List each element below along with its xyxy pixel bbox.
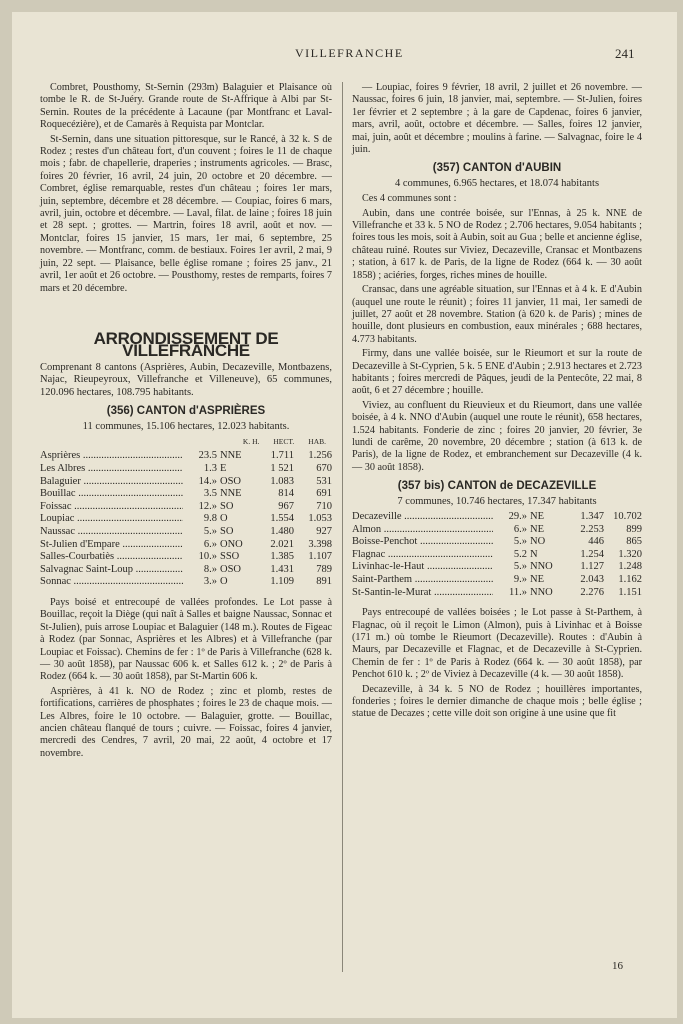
cell-hab: 865 [626, 536, 642, 548]
cell-dir: NNO [530, 561, 553, 573]
cell-hab: 1.320 [618, 548, 642, 560]
table-row [40, 488, 332, 501]
cell-hect: 1.254 [580, 548, 604, 560]
cell-km: 5.» [513, 536, 527, 548]
cell-name: Foissac ..... [40, 501, 183, 514]
cell-km: 5.» [203, 526, 217, 537]
arrondissement-heading: ARRONDISSEMENT DE VILLEFRANCHE [93, 328, 279, 361]
cell-hab: 531 [316, 475, 332, 487]
cell-dir: NE [530, 523, 544, 535]
cell-name: Boisse-Penchot ..... [352, 536, 493, 549]
table-row [40, 450, 332, 463]
cell-km: 23.5 [198, 450, 217, 462]
running-header [12, 46, 677, 66]
cell-hect: 446 [588, 536, 604, 548]
table-column-headers [40, 436, 332, 448]
table-row [40, 476, 332, 489]
cell-km: 9.» [513, 573, 527, 585]
commune-table [40, 450, 332, 589]
cell-name: Loupiac ..... [40, 513, 183, 526]
canton-summary: 7 communes, 10.746 hectares, 17.347 habitants [397, 495, 597, 507]
cell-name: Les Albres ..... [40, 463, 183, 476]
cell-name: Almon ..... [352, 524, 493, 537]
canton-heading: (357 bis) CANTON de DECAZEVILLE [397, 480, 597, 493]
cell-dir: NNE [220, 450, 242, 462]
right-column [352, 82, 642, 723]
table-row [352, 587, 642, 600]
table-row [40, 501, 332, 514]
cell-km: 5.» [513, 561, 527, 573]
paragraph: Firmy, dans une vallée boisée, sur le Rieumort et sur la route de Decazeville à St-Cyprien, 5 k. 5 ENE d'Aubin ; 2.913 hectares et 2.723 habitants ; foires mercredi de Pâques, jeudi de la Pentecôte, 22 mai, 8 août, 6 et 27 décembre ; houille. [352, 348, 642, 397]
table-row [40, 539, 332, 552]
header-title: VILLEFRANCHE [295, 46, 404, 60]
cell-dir: E [220, 463, 227, 475]
cell-hab: 3.398 [308, 538, 332, 550]
cell-hect: 814 [278, 488, 294, 500]
cell-km: 11.» [509, 586, 527, 598]
paragraph: Cransac, dans une agréable situation, sur l'Ennas et à 4 k. E d'Aubin (auquel une route le réunit) ; foires 11 janvier, 11 mai, 1er samedi de juillet, 27 août et 28 novembre. Station (à 620 k. de Paris) ; mines de houille, dont plusieurs en combustion, eaux minérales ; 688 hectares, 4.773 habitants. [352, 284, 642, 345]
cell-km: 10.» [198, 551, 217, 563]
table-row [352, 524, 642, 537]
cell-hect: 1.711 [270, 450, 294, 462]
cell-km: 3.5 [203, 488, 217, 500]
cell-name: Sonnac ..... [40, 576, 183, 589]
cell-dir: N [530, 548, 538, 560]
table-row [40, 526, 332, 539]
column-divider [342, 82, 343, 972]
cell-km: 1.3 [203, 463, 217, 475]
cell-hab: 1.256 [308, 450, 332, 462]
table-row [40, 513, 332, 526]
canton-heading: (357) CANTON d'AUBIN [432, 162, 562, 175]
table-row [40, 576, 332, 589]
cell-hab: 899 [626, 523, 642, 535]
cell-name: Salvagnac Saint-Loup ..... [40, 564, 183, 577]
cell-hab: 1.151 [618, 586, 642, 598]
col-hect: HECT. [273, 437, 295, 447]
commune-table [352, 511, 642, 599]
cell-hab: 10.702 [613, 511, 642, 522]
cell-hect: 1.431 [270, 563, 294, 575]
cell-name: Bouillac ..... [40, 488, 183, 501]
table-row [40, 551, 332, 564]
cell-hect: 1.480 [270, 526, 294, 537]
cell-name: Asprières ..... [40, 450, 183, 463]
table-row [40, 463, 332, 476]
cell-hect: 1.109 [270, 576, 294, 588]
table-row [352, 574, 642, 587]
col-hab: HAB. [308, 437, 326, 447]
table-row [40, 564, 332, 577]
cell-hect: 1.127 [580, 561, 604, 573]
cell-dir: O [220, 513, 228, 525]
left-column [40, 82, 332, 762]
table-row [352, 536, 642, 549]
cell-hab: 789 [316, 563, 332, 575]
table-row [352, 561, 642, 574]
cell-hab: 1.162 [618, 573, 642, 585]
cell-km: 6.» [203, 538, 217, 550]
cell-dir: SO [220, 526, 234, 537]
cell-hect: 2.043 [580, 573, 604, 585]
paragraph: Pays boisé et entrecoupé de vallées profondes. Le Lot passe à Bouillac, reçoit la Diège (qui naît à Salles et baigne Naussac, Sonnac et St-Julien), puis arrose Loupiac et Balaguier (148 m.). Routes de Figeac à Rodez (par Sonnac, Asprières et les Albres) et à Villefranche (par Loupiac et Foissac). Chemins de fer : 1º de Paris à Villefranche (628 k. — 30 août 1858), par Naussac 606 k. et Salles 612 k. ; 2º de Paris à Rodez (664 k. — 30 août 1858), par St-Martin 606 k. [40, 596, 332, 683]
cell-hab: 891 [316, 576, 332, 588]
cell-hab: 670 [316, 463, 332, 475]
cell-name: Livinhac-le-Haut ..... [352, 561, 493, 574]
cell-dir: NNE [220, 488, 242, 500]
cell-dir: NE [530, 573, 544, 585]
cell-km: 29.» [508, 511, 527, 522]
canton-heading: (356) CANTON d'ASPRIÈRES [106, 405, 266, 418]
cell-name: St-Julien d'Empare ..... [40, 539, 183, 552]
cell-dir: NNO [530, 586, 553, 598]
book-page [12, 12, 677, 1018]
cell-hect: 967 [278, 500, 294, 512]
cell-hect: 1.083 [270, 475, 294, 487]
paragraph: Combret, Pousthomy, St-Sernin (293m) Balaguier et Plaisance où tombe le R. de St-Juéry. Grande route de St-Affrique à Albi par St-Sernin. Routes de la précédente à Lacaune (par Montfranc et Laval-Roquecézière), et de Camarès à Requista par Montclar. [40, 82, 332, 131]
canton-summary: 4 communes, 6.965 hectares, et 18.074 habitants [394, 177, 600, 189]
cell-name: Flagnac ..... [352, 549, 493, 562]
table-row [352, 511, 642, 524]
paragraph: Aubin, dans une contrée boisée, sur l'Ennas, à 25 k. NNE de Villefranche et 33 k. 5 NO de Rodez ; 2.706 hectares, 9.054 habitants ; foires tous les mois, soit à Aubin, soit au Gua ; belle et ancienne église, château ruiné. Routes sur Viviez, Decazeville, Cransac et Montbazens ; station, à 617 k. de Paris, de la ligne de Rodez (664 k. — 30 août 1858) ; aciéries, forges, riches mines de houille. [352, 207, 642, 281]
cell-dir: O [220, 576, 228, 588]
cell-dir: SO [220, 500, 234, 512]
cell-dir: OSO [220, 475, 242, 487]
cell-name: Salles-Courbatiès ..... [40, 551, 183, 564]
cell-km: 14.» [198, 475, 217, 487]
cell-hect: 2.253 [580, 523, 604, 535]
cell-km: 6.» [513, 523, 527, 535]
cell-km: 12.» [198, 500, 217, 512]
cell-name: Saint-Parthem ..... [352, 574, 493, 587]
cell-hect: 1.347 [580, 511, 604, 522]
cell-hab: 1.107 [308, 551, 332, 563]
cell-name: Decazeville ..... [352, 511, 493, 524]
canton-summary: 11 communes, 15.106 hectares, 12.023 habitants. [82, 420, 290, 432]
cell-dir: NE [530, 511, 544, 522]
paragraph: Pays entrecoupé de vallées boisées ; le Lot passe à St-Parthem, à Flagnac, où il reçoit le Limon (Almon), puis à Livinhac et à Boisse (171 m.) où tombe le Rieumort (Decazeville). Routes : d'Aubin à Maurs, par Decazeville et Flagnac, et de Decazeville à St-Cyprien. Chemin de fer : 1º de Paris à Rodez (664 k. — 30 août 1858), par Penchot 610 k. ; 2º de Viviez à Decazeville (4 k. — 30 août 1858). [352, 607, 642, 681]
cell-hab: 691 [316, 488, 332, 500]
page-number: 241 [615, 46, 635, 61]
cell-dir: ONO [220, 538, 243, 550]
cell-dir: OSO [220, 563, 242, 575]
cell-km: 3.» [203, 576, 217, 588]
cell-hect: 1.554 [270, 513, 294, 525]
arrondissement-summary: Comprenant 8 cantons (Asprières, Aubin, Decazeville, Montbazens, Najac, Rieupeyroux, Villefranche et Villeneuve), 65 communes, 120.096 hectares, 108.795 habitants. [40, 361, 332, 398]
table-row [352, 549, 642, 562]
cell-hect: 2.021 [270, 538, 294, 550]
paragraph: St-Sernin, dans une situation pittoresque, sur le Rancé, à 32 k. S de Rodez ; restes d'un château fort, d'un couvent ; foires le 11 de chaque mois ; fabr. de chapellerie, draperies ; instruments agricoles. — Brasc, foires 20 février, 16 avril, 24 juin, 20 octobre et 20 décembre. — Combret, église remarquable, restes d'un château ; foires 1er mars, juin, septembre, décembre et 28 décembre. — Coupiac, foires 6 mars, avril, juin, octobre et décembre. — Laval, filat. de laine ; foires 18 juin et 28 sept. ; grottes. — Martrin, foires 18 avril, août et nov. — Montclar, foires 15 janvier, 15 mars, 1er mai, 6 septembre, 25 novembre. — Montfranc, comm. de bestiaux. Foires 1er avril, 2 mai, 9 juin, 22 sept. — Plaisance, belle église romane ; foires 25 janv., 21 avril, 1er août et 26 octobre. — Pousthomy, restes de remparts, foires 7 mars et 20 décembre. [40, 133, 332, 294]
cell-hab: 1.248 [618, 561, 642, 573]
cell-km: 5.2 [513, 548, 527, 560]
cell-km: 9.8 [203, 513, 217, 525]
cell-km: 8.» [203, 563, 217, 575]
paragraph: — Loupiac, foires 9 février, 18 avril, 2 juillet et 26 novembre. — Naussac, foires 6 juin, 18 janvier, mai, septembre. — St-Julien, foires 1er février et 2 septembre ; à la gare de Capdenac, foires 6 janvier, mars, avril, août, octobre et décembre. — Salles, foires 12 janvier, mai, juin, août et décembre ; moulins à farine. — Salvagnac, foire le 4 juin. [352, 82, 642, 156]
cell-hab: 1.053 [308, 513, 332, 525]
paragraph: Viviez, au confluent du Rieuvieux et du Rieumort, dans une vallée boisée, à 4 k. NNO d'Aubin (auquel une route le réunit), 658 hectares, 1.524 habitants. Fonderie de zinc ; foires 20 janvier, 20 février, 3e lundi de carême, 20 novembre, 20 décembre ; station (à 613 k. de Paris), de la ligne de Rodez, et embranchement sur Decazeville (4 k. — 30 août 1858). [352, 399, 642, 473]
cell-name: Balaguier ..... [40, 476, 183, 489]
cell-name: St-Santin-le-Murat ..... [352, 587, 493, 600]
cell-name: Naussac ..... [40, 526, 183, 539]
col-km: K. H. [242, 437, 260, 447]
cell-hect: 2.276 [580, 586, 604, 598]
cell-dir: NO [530, 536, 546, 548]
signature-mark: 16 [612, 960, 623, 972]
cell-hab: 927 [316, 526, 332, 537]
cell-hect: 1.385 [270, 551, 294, 563]
cell-hab: 710 [316, 500, 332, 512]
paragraph: Asprières, à 41 k. NO de Rodez ; zinc et plomb, restes de fortifications, carrières de phosphates ; foires le 23 de chaque mois. — Les Albres, foire le 10 octobre. — Balaguier, grotte. — Bouillac, ancien château flanqué de tours ; cuivre. — Foissac, foires 4 janvier, mercredi des Cendres, 7 avril, 20 mai, 22 août, 4 octobre et 17 novembre. [40, 685, 332, 759]
paragraph: Decazeville, à 34 k. 5 NO de Rodez ; houillères importantes, fonderies ; foires le dernier dimanche de chaque mois ; belle église ; statue de Decazes ; cette ville doit son origine à une usine que fit [352, 683, 642, 720]
cell-hect: 1 521 [270, 463, 294, 475]
paragraph: Ces 4 communes sont : [362, 193, 457, 205]
cell-dir: SSO [220, 551, 240, 563]
